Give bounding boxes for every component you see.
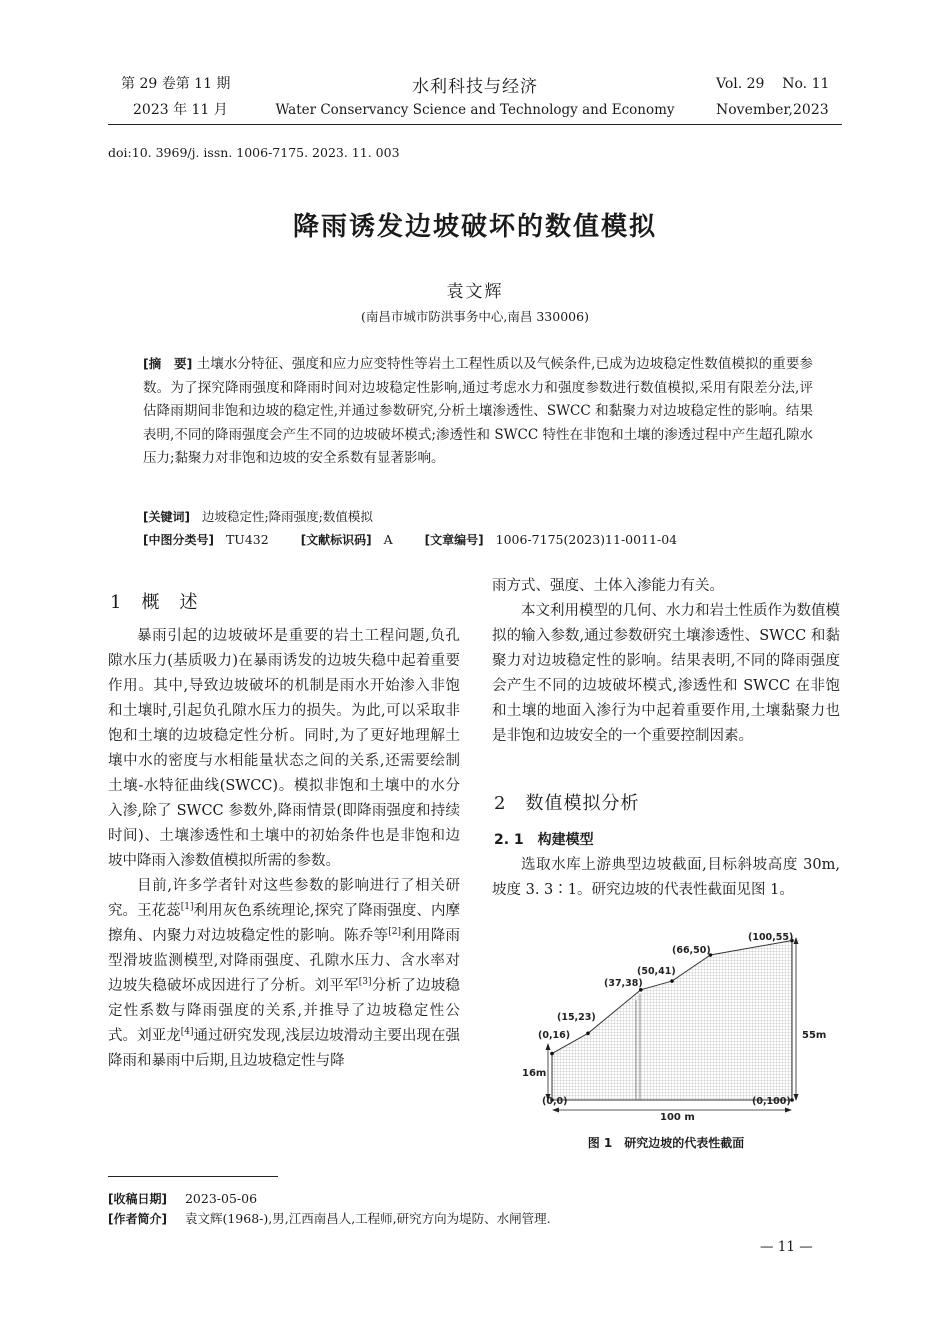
arrow-up-icon <box>794 937 799 944</box>
doi: doi:10. 3969/j. issn. 1006-7175. 2023. 11. 003 <box>108 145 400 160</box>
profile-point-4 <box>670 979 674 983</box>
point-label-37-38: (37,38) <box>604 978 643 989</box>
affiliation: (南昌市城市防洪事务中心,南昌 330006) <box>361 309 589 324</box>
received-label: [收稿日期] <box>108 1192 167 1206</box>
profile-point-2 <box>586 1032 590 1036</box>
header-rule <box>108 124 842 125</box>
point-label-15-23: (15,23) <box>557 1012 596 1023</box>
author-bio-text: 袁文辉(1968-),男,江西南昌人,工程师,研究方向为堤防、水闸管理. <box>184 1211 551 1226</box>
point-label-0-100: (0,100) <box>752 1096 791 1107</box>
keywords-label: [关键词] <box>143 510 190 524</box>
received-date <box>108 1189 257 1209</box>
point-label-100-55: (100,55) <box>748 932 794 943</box>
citation-4: [4] <box>180 1027 194 1038</box>
arrow-right-icon <box>785 1108 792 1113</box>
arrow-up-icon <box>546 1043 551 1050</box>
point-label-66-50: (66,50) <box>672 945 711 956</box>
arrow-left-icon <box>552 1108 559 1113</box>
citation-1: [1] <box>180 902 194 913</box>
footnote-rule <box>108 1176 278 1177</box>
point-label-0-0: (0,0) <box>542 1096 568 1107</box>
left-dimension-label: 16m <box>522 1068 547 1079</box>
clc-label: [中图分类号] <box>143 533 214 547</box>
doc-code-label: [文献标识码] <box>300 533 372 547</box>
citation-3: [3] <box>358 977 372 988</box>
journal-name-cn: 水利科技与经济 <box>412 77 538 97</box>
keywords <box>143 507 373 525</box>
point-label-0-16: (0,16) <box>538 1030 571 1041</box>
abstract-text: 土壤水分特征、强度和应力应变特性等岩土工程性质以及气候条件,已成为边坡稳定性数值模拟的重要参数。为了探究降雨强度和降雨时间对边坡稳定性影响,通过考虑水力和强度参数进行数值模拟,采用有限差分法,评估降雨期间非饱和边坡的稳定性,并通过参数研究,分析土壤渗透性、SWCC 和黏聚力对边坡稳定性的影响。结果表明,不同的降雨强度会产生不同的边坡破坏模式;渗透性和 SWCC 特性在非饱和土壤的渗透过程中产生超孔隙水压力;黏聚力对非饱和边坡的安全系数有显著影响。 <box>143 356 813 466</box>
section-2-heading: 2 数值模拟分析 <box>494 793 640 814</box>
right-column <box>492 574 840 749</box>
abstract-label: [摘 要] <box>143 356 193 371</box>
received-value: 2023-05-06 <box>184 1191 258 1206</box>
continued-text: 雨方式、强度、土体入渗能力有关。 <box>492 578 724 594</box>
date-cn: 2023 年 11 月 <box>133 102 228 118</box>
section-1-heading: 1 概 述 <box>110 592 199 613</box>
article-no-label: [文章编号] <box>424 533 484 547</box>
right-dimension-label: 55m <box>802 1030 827 1041</box>
paper-title: 降雨诱发边坡破坏的数值模拟 <box>292 212 657 242</box>
volume-cn: 第 29 卷第 11 期 <box>121 76 231 92</box>
point-label-50-41: (50,41) <box>637 966 676 977</box>
arrow-down-icon <box>794 1094 799 1101</box>
doc-code-value: A <box>383 532 393 547</box>
left-column <box>108 624 460 1074</box>
author: 袁文辉 <box>446 282 504 302</box>
clc-value: TU432 <box>225 532 269 547</box>
profile-point-1 <box>550 1052 554 1056</box>
section-1-paragraph-3: 本文利用模型的几何、水力和岩土性质作为数值模拟的输入参数,通过参数研究土壤渗透性、SWCC 和黏聚力对边坡稳定性的影响。结果表明,不同的降雨强度会产生不同的边坡破坏模式,渗透性和 SWCC 在非饱和土壤的地面入渗行为中起着重要作用,土壤黏聚力也是非饱和边坡安全的一个重要控制因素。 <box>492 603 840 744</box>
author-bio <box>108 1209 551 1229</box>
figure-caption: 图 1 研究边坡的代表性截面 <box>587 1136 745 1150</box>
keywords-text: 边坡稳定性;降雨强度;数值模拟 <box>201 509 373 524</box>
section-1-paragraph-1: 暴雨引起的边坡破坏是重要的岩土工程问题,负孔隙水压力(基质吸力)在暴雨诱发的边坡失稳中起着重要作用。其中,导致边坡破坏的机制是雨水开始渗入非饱和土壤时,引起负孔隙水压力的损失。为此,可以采取非饱和土壤的边坡稳定性分析。同时,为了更好地理解土壤中水的密度与水相能量状态之间的关系,还需要绘制土壤-水特征曲线(SWCC)。模拟非饱和土壤中的水分入渗,除了 SWCC 参数外,降雨情景(即降雨强度和持续时间)、土壤渗透性和土壤中的初始条件也是非饱和边坡中降雨入渗数值模拟所需的参数。 <box>108 628 460 869</box>
volume-en: Vol. 29 No. 11 <box>716 76 830 92</box>
bottom-dimension-label: 100 m <box>660 1112 695 1123</box>
classification <box>143 531 677 548</box>
subsection-2-1-text: 选取水库上游典型边坡截面,目标斜坡高度 30m,坡度 3. 3∶1。研究边坡的代表性截面见图 1。 <box>492 857 840 898</box>
citation-2: [2] <box>388 927 401 938</box>
abstract <box>143 352 813 471</box>
page-number: — 11 — <box>760 1239 813 1255</box>
author-bio-label: [作者简介] <box>108 1212 167 1226</box>
subsection-2-1-heading: 2. 1 构建模型 <box>494 832 594 848</box>
profile-point-7 <box>790 1098 794 1102</box>
journal-name-en: Water Conservancy Science and Technology and Economy <box>275 102 675 118</box>
article-no-value: 1006-7175(2023)11-0011-04 <box>495 532 678 547</box>
date-en: November,2023 <box>716 102 829 118</box>
slope-section-figure <box>512 924 842 1134</box>
section-1-paragraph-2: 目前,许多学者针对这些参数的影响进行了相关研究。王花蕊[1]利用灰色系统理论,探究了降雨强度、内摩擦角、内聚力对边坡稳定性的影响。陈乔等[2]利用降雨型滑坡监测模型,对降雨强度、孔隙水压力、含水率对边坡失稳破坏成因进行了分析。刘平军[3]分析了边坡稳定性系数与降雨强度的关系,并推导了边坡稳定性公式。刘亚龙[4]通过研究发现,浅层边坡滑动主要出现在强降雨和暴雨中后期,且边坡稳定性与降 <box>108 878 461 1069</box>
